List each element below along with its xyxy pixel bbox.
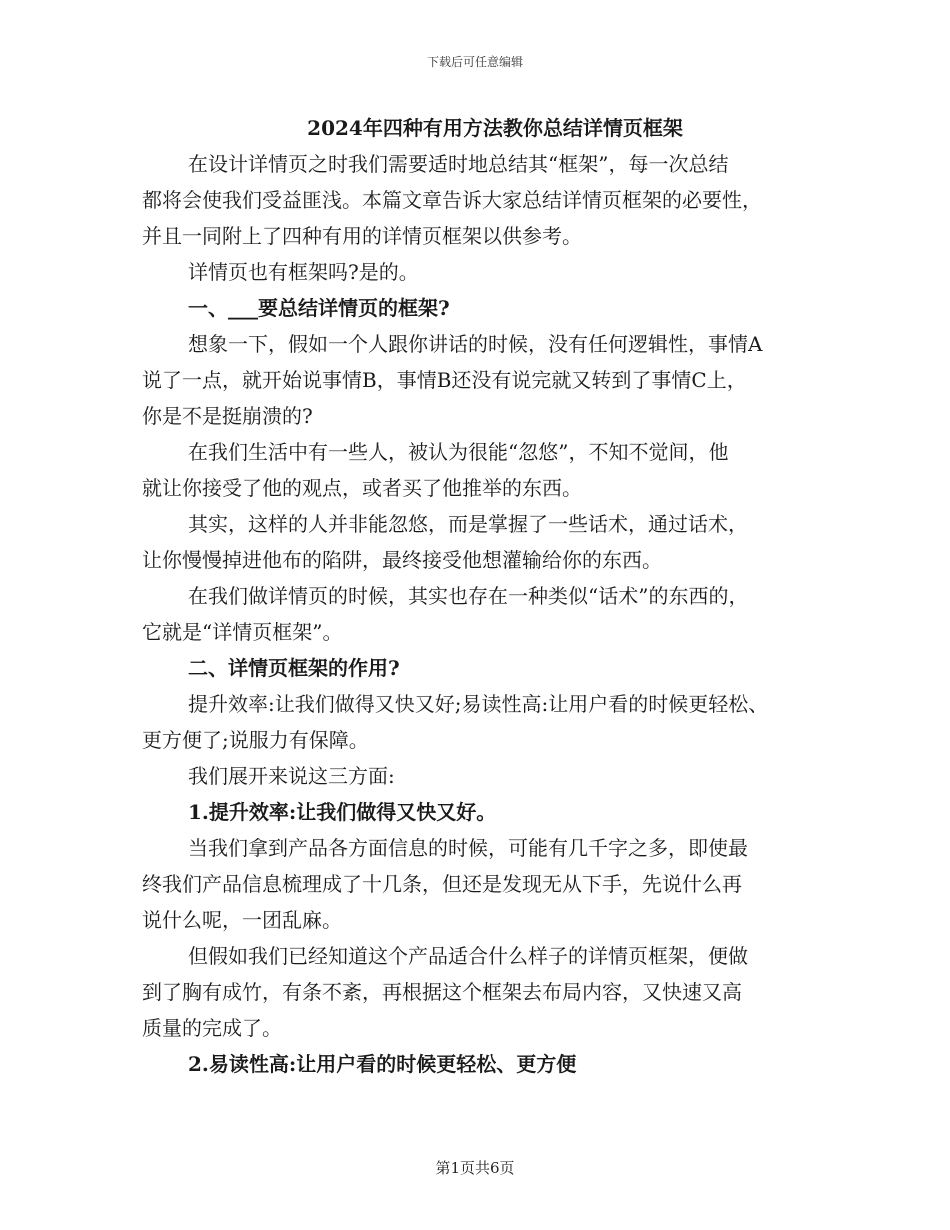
paragraph-line: 在设计详情页之时我们需要适时地总结其“框架”，每一次总结 [188, 152, 729, 176]
paragraph-efficiency [142, 830, 808, 938]
paragraph-line: 提升效率:让我们做得又快又好;易读性高:让用户看的时候更轻松、 [188, 692, 769, 716]
heading-text: 二、详情页框架的作用? [188, 656, 400, 680]
paragraph-line: 都将会使我们受益匪浅。本篇文章告诉大家总结详情页框架的必要性， [142, 188, 762, 212]
paragraph-line: 并且一同附上了四种有用的详情页框架以供参考。 [142, 224, 582, 248]
subsection-heading-1 [142, 794, 808, 830]
paragraph-intro [142, 146, 808, 254]
document-title: 2024年四种有用方法教你总结详情页框架 [307, 116, 683, 140]
paragraph-expand [142, 758, 808, 794]
paragraph-line: 终我们产品信息梳理成了十几条，但还是发现无从下手，先说什么再 [142, 872, 742, 896]
paragraph-line: 更方便了;说服力有保障。 [142, 728, 369, 752]
paragraph-line: 到了胸有成竹，有条不紊，再根据这个框架去布局内容，又快速又高 [142, 980, 742, 1004]
document-body [142, 110, 808, 1082]
paragraph-line: 在我们生活中有一些人，被认为很能“忽悠”，不知不觉间，他 [188, 440, 729, 464]
paragraph-framework [142, 578, 808, 650]
paragraph-question [142, 254, 808, 290]
paragraph-line: 在我们做详情页的时候，其实也存在一种类似“话术”的东西的， [188, 584, 749, 608]
section-heading-1 [142, 290, 808, 326]
paragraph-line: 我们展开来说这三方面: [188, 764, 395, 788]
paragraph-line: 质量的完成了。 [142, 1016, 282, 1040]
paragraph-line: 让你慢慢掉进他布的陷阱，最终接受他想灌输给你的东西。 [142, 548, 662, 572]
heading-text: 2.易读性高:让用户看的时候更轻松、更方便 [188, 1052, 577, 1076]
paragraph-line: 就让你接受了他的观点，或者买了他推举的东西。 [142, 476, 582, 500]
paragraph-line: 详情页也有框架吗?是的。 [188, 260, 419, 284]
section-heading-2 [142, 650, 808, 686]
paragraph-confident [142, 938, 808, 1046]
paragraph-line: 你是不是挺崩溃的? [142, 404, 313, 428]
paragraph-imagine [142, 326, 808, 434]
page-number: 第1页共6页 [435, 1159, 515, 1177]
paragraph-line: 它就是“详情页框架”。 [142, 620, 343, 644]
paragraph-line: 但假如我们已经知道这个产品适合什么样子的详情页框架，便做 [188, 944, 748, 968]
paragraph-line: 说什么呢，一团乱麻。 [142, 908, 342, 932]
paragraph-line: 想象一下，假如一个人跟你讲话的时候，没有任何逻辑性，事情A [188, 332, 763, 356]
paragraph-line: 说了一点，就开始说事情B，事情B还没有说完就又转到了事情C上， [142, 368, 747, 392]
subsection-heading-2 [142, 1046, 808, 1082]
header-note: 下载后可任意编辑 [426, 55, 523, 69]
paragraph-skill [142, 506, 808, 578]
paragraph-people [142, 434, 808, 506]
paragraph-line: 其实，这样的人并非能忽悠，而是掌握了一些话术，通过话术， [188, 512, 748, 536]
heading-text: 1.提升效率:让我们做得又快又好。 [188, 800, 497, 824]
heading-text: 一、___要总结详情页的框架? [188, 296, 450, 320]
paragraph-benefits [142, 686, 808, 758]
paragraph-line: 当我们拿到产品各方面信息的时候，可能有几千字之多，即使最 [188, 836, 748, 860]
